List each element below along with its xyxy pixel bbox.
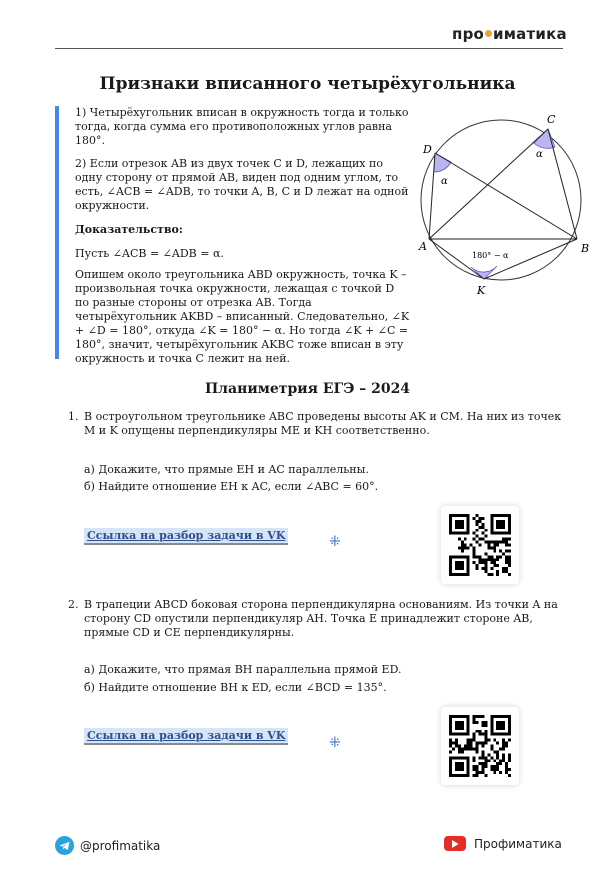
brand-text-start: про (452, 25, 485, 43)
problem-2-part-a: а) Докажите, что прямая BH параллельна прямой ED. (84, 663, 402, 676)
section-subtitle: Планиметрия ЕГЭ – 2024 (204, 381, 411, 397)
youtube-link[interactable] (444, 836, 562, 851)
label-D: D (423, 143, 432, 156)
problem-1-part-b: б) Найдите отношение EH к AC, если ∠ABC = 60°. (84, 480, 379, 493)
segment-DB (435, 153, 577, 239)
theory-block (55, 106, 410, 365)
proof-text: Опишем около треугольника ABD окружность, точка K – произвольная точка окружности, лежащая с точкой D по разные стороны от отрезка AB. Тогда четырёхугольник AKBD – вписанный. Следовательно, ∠K + ∠D = 180°, откуда ∠K = 180° − α. Но тогда ∠K + ∠C = 180°, значит, четырёхугольник AKBC тоже вписан в эту окружность и точка C лежит на ней. (75, 268, 410, 365)
telegram-handle: @profimatika (80, 838, 161, 853)
brand-text-end: иматика (493, 25, 567, 43)
label-K: K (477, 284, 486, 297)
problem-1-part-a: а) Докажите, что прямые EH и AC параллельны. (84, 463, 369, 476)
vk-solution-link[interactable]: Ссылка на разбор задачи в VK (84, 728, 288, 745)
qr-code-1 (441, 506, 519, 584)
page-title: Признаки вписанного четырёхугольника (99, 74, 516, 94)
angle-arc-D (434, 153, 451, 172)
problem-1 (68, 410, 563, 438)
cursor-click-icon: ⁜ (329, 735, 341, 751)
label-B: B (581, 242, 590, 255)
vk-solution-link[interactable]: Ссылка на разбор задачи в VK (84, 528, 288, 545)
theory-statement-1: 1) Четырёхугольник вписан в окружность тогда и только тогда, когда сумма его противоположных углов равна 180°. (75, 106, 409, 147)
telegram-icon (55, 836, 74, 855)
problem-text: В остроугольном треугольнике ABC проведены высоты AK и CM. На них из точек M и K опущены перпендикуляры ME и KH соответственно. (84, 410, 562, 437)
inscribed-quadrilateral-figure (415, 108, 605, 303)
youtube-icon (444, 836, 466, 851)
telegram-link[interactable] (55, 836, 160, 855)
angle-label-C: α (536, 149, 543, 160)
label-C: C (547, 113, 556, 126)
segment-AD (429, 153, 435, 239)
segment-CB (548, 129, 577, 239)
problem-2 (68, 598, 563, 640)
qr-code-2 (441, 707, 519, 785)
problem-text: В трапеции ABCD боковая сторона перпендикулярна основаниям. Из точки A на сторону CD опустили перпендикуляр AH. Точка E принадлежит стороне AB, прямые CD и CE перпендикулярны. (84, 598, 558, 639)
brand-logo (452, 25, 567, 43)
label-A: A (419, 240, 427, 253)
problem-2-part-b: б) Найдите отношение BH к ED, если ∠BCD = 135°. (84, 681, 387, 694)
proof-assumption: Пусть ∠ACB = ∠ADB = α. (75, 247, 224, 260)
cursor-click-icon: ⁜ (329, 534, 341, 550)
brand-dot-icon (485, 30, 492, 37)
angle-label-D: α (441, 176, 448, 187)
angle-label-K: 180° − α (472, 251, 509, 260)
youtube-channel: Профиматика (474, 836, 562, 851)
theory-statement-2: 2) Если отрезок AB из двух точек C и D, лежащих по одну сторону от прямой AB, виден под одним углом, то есть, ∠ACB = ∠ADB, то точки A, B, C и D лежат на одной окружности. (75, 157, 409, 212)
proof-heading: Доказательство: (75, 223, 183, 236)
problem-number: 2. (68, 598, 79, 611)
qr-code-icon (449, 514, 511, 576)
qr-code-icon (449, 715, 511, 777)
problem-number: 1. (68, 410, 79, 423)
header-divider (55, 48, 563, 49)
